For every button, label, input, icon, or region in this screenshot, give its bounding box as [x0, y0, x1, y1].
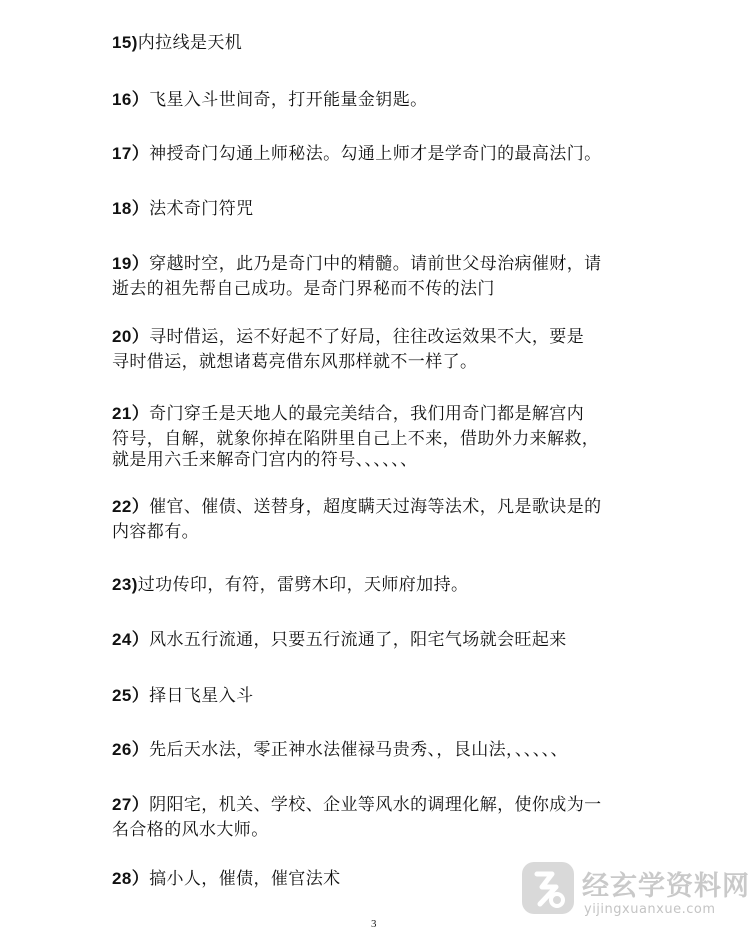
item-number: 22）	[112, 497, 150, 516]
item-line: 符号，自解，就象你掉在陷阱里自己上不来，借助外力来解救，	[112, 429, 600, 449]
page-number: 3	[371, 918, 377, 930]
list-item-16	[112, 87, 652, 113]
item-number: 26）	[112, 740, 150, 759]
item-number: 24）	[112, 630, 150, 649]
item-number: 15)	[112, 33, 138, 52]
item-line	[112, 572, 652, 598]
watermark-url: yijingxuanxue.com	[584, 902, 716, 917]
item-line	[112, 683, 652, 709]
list-item-27	[112, 792, 652, 843]
list-item-24	[112, 627, 652, 653]
item-text: 择日飞星入斗	[149, 686, 254, 706]
list-item-17	[112, 141, 652, 167]
item-number: 19）	[112, 254, 150, 273]
item-text: 阴阳宅，机关、学校、企业等风水的调理化解，使你成为一	[149, 795, 602, 815]
list-item-18	[112, 196, 652, 222]
item-text: 飞星入斗世间奇，打开能量金钥匙。	[149, 90, 428, 110]
list-item-25	[112, 683, 652, 709]
item-line: 逝去的祖先帮自己成功。是奇门界秘而不传的法门	[112, 279, 495, 299]
item-line	[112, 30, 652, 56]
item-number: 16）	[112, 90, 150, 109]
item-number: 25）	[112, 686, 150, 705]
item-text: 过功传印，有符，雷劈木印，天师府加持。	[137, 575, 469, 595]
item-number: 18）	[112, 199, 150, 218]
item-line: 内容都有。	[112, 522, 199, 542]
item-text: 先后天水法，零正神水法催禄马贵秀、，艮山法，、、、、、	[149, 740, 568, 760]
item-line: 就是用六壬来解奇门宫内的符号、、、、、、	[112, 450, 418, 470]
item-text: 法术奇门符咒	[149, 199, 254, 219]
item-line: 寻时借运，就想诸葛亮借东风那样就不一样了。	[112, 352, 478, 372]
item-line	[112, 141, 652, 167]
item-number: 27）	[112, 795, 150, 814]
list-item-22	[112, 494, 652, 545]
list-item-19	[112, 251, 652, 302]
list-item-23	[112, 572, 652, 598]
item-text: 寻时借运，运不好起不了好局，往往改运效果不大，要是	[149, 327, 585, 347]
item-number: 28）	[112, 869, 150, 888]
item-number: 23)	[112, 575, 138, 594]
item-number: 21）	[112, 404, 150, 423]
item-line	[112, 627, 652, 653]
item-text: 奇门穿壬是天地人的最完美结合，我们用奇门都是解宫内	[149, 404, 585, 424]
item-text: 穿越时空，此乃是奇门中的精髓。请前世父母治病催财，请	[149, 254, 602, 274]
item-line	[112, 196, 652, 222]
item-text: 神授奇门勾通上师秘法。勾通上师才是学奇门的最高法门。	[149, 144, 602, 164]
item-number: 20）	[112, 327, 150, 346]
watermark-logo-icon	[520, 860, 576, 916]
list-item-21	[112, 401, 652, 473]
item-text: 风水五行流通，只要五行流通了，阳宅气场就会旺起来	[149, 630, 567, 650]
list-item-15	[112, 30, 652, 56]
item-line: 名合格的风水大师。	[112, 820, 269, 840]
item-line	[112, 401, 652, 427]
list-item-20	[112, 324, 652, 375]
item-line	[112, 251, 652, 277]
watermark	[520, 858, 750, 930]
item-line	[112, 494, 652, 520]
item-text: 内拉线是天机	[137, 33, 243, 53]
item-line	[112, 324, 652, 350]
item-number: 17）	[112, 144, 150, 163]
item-text: 催官、催债、送替身，超度瞒天过海等法术，凡是歌诀是的	[149, 497, 602, 517]
item-text: 搞小人，催债，催官法术	[149, 869, 341, 889]
watermark-title: 经玄学资料网	[582, 871, 750, 902]
list-item-26	[112, 737, 652, 763]
item-line	[112, 792, 652, 818]
item-line	[112, 737, 652, 763]
item-line	[112, 87, 652, 113]
